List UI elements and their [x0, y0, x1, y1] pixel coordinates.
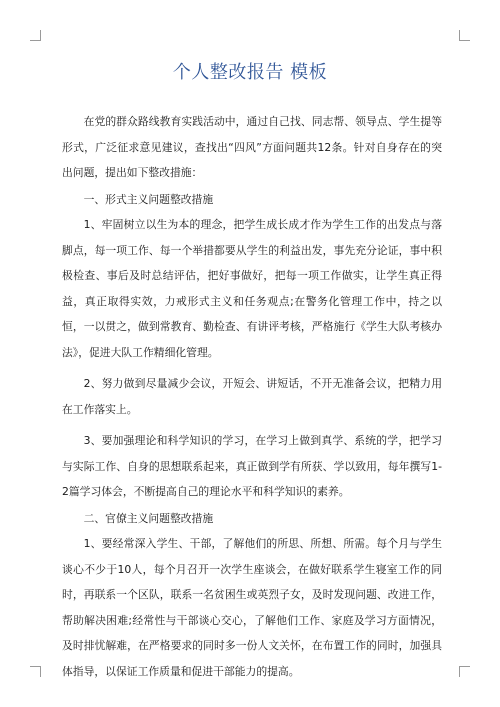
formalism-measure-3: 3、要加强理论和科学知识的学习，在学习上做到真学、系统的学，把学习与实际工作、自身的思想联系起来，真正做到学有所获、学以致用，每年撰写1-2篇学习体会，不断提高自己的理论水平和科学知识的素养。 [62, 434, 442, 498]
crop-mark-top-right [459, 30, 470, 41]
section-heading-bureaucracy: 二、官僚主义问题整改措施 [83, 511, 214, 525]
bureaucracy-measure-1: 1、要经常深入学生、干部，了解他们的所思、所想、所需。每个月与学生谈心不少于10人，每个月召开一次学生座谈会，在做好联系学生寝室工作的同时，再联系一个区队，联系一名贫困生或英烈子女，及时发现问题、改进工作，帮助解决困难;经常性与干部谈心交心，了解他们工作、家庭及学习方面情况，及时排忧解难，在严格要求的同时多一份人文关怀，在布置工作的同时，加强具体指导，以保证工作质量和促进干部能力的提高。 [62, 537, 442, 678]
document-title: 个人整改报告 模板 [172, 62, 328, 83]
intro-paragraph: 在党的群众路线教育实践活动中，通过自己找、同志帮、领导点、学生提等形式，广泛征求意见建议，查找出“四风”方面问题共12条。针对自身存在的突出问题，提出如下整改措施： [62, 115, 442, 179]
section-heading-formalism: 一、形式主义问题整改措施 [83, 192, 214, 206]
formalism-measure-1: 1、牢固树立以生为本的理念，把学生成长成才作为学生工作的出发点与落脚点，每一项工作、每一个举措都要从学生的利益出发，事先充分论证，事中积极检查、事后及时总结评估，把好事做好，把每一项工作做实，让学生真正得益，真正取得实效，力戒形式主义和任务观点;在警务化管理工作中，持之以恒，一以贯之，做到常教育、勤检查、有讲评考核，严格施行《学生大队考核办法》，促进大队工作精细化管理。 [62, 218, 442, 359]
document-body [62, 109, 442, 684]
crop-mark-top-left [30, 30, 41, 41]
crop-mark-bottom-left [30, 666, 41, 677]
crop-mark-bottom-right [459, 666, 470, 677]
formalism-measure-2: 2、努力做到尽量减少会议，开短会、讲短话，不开无准备会议，把精力用在工作落实上。 [62, 377, 442, 416]
